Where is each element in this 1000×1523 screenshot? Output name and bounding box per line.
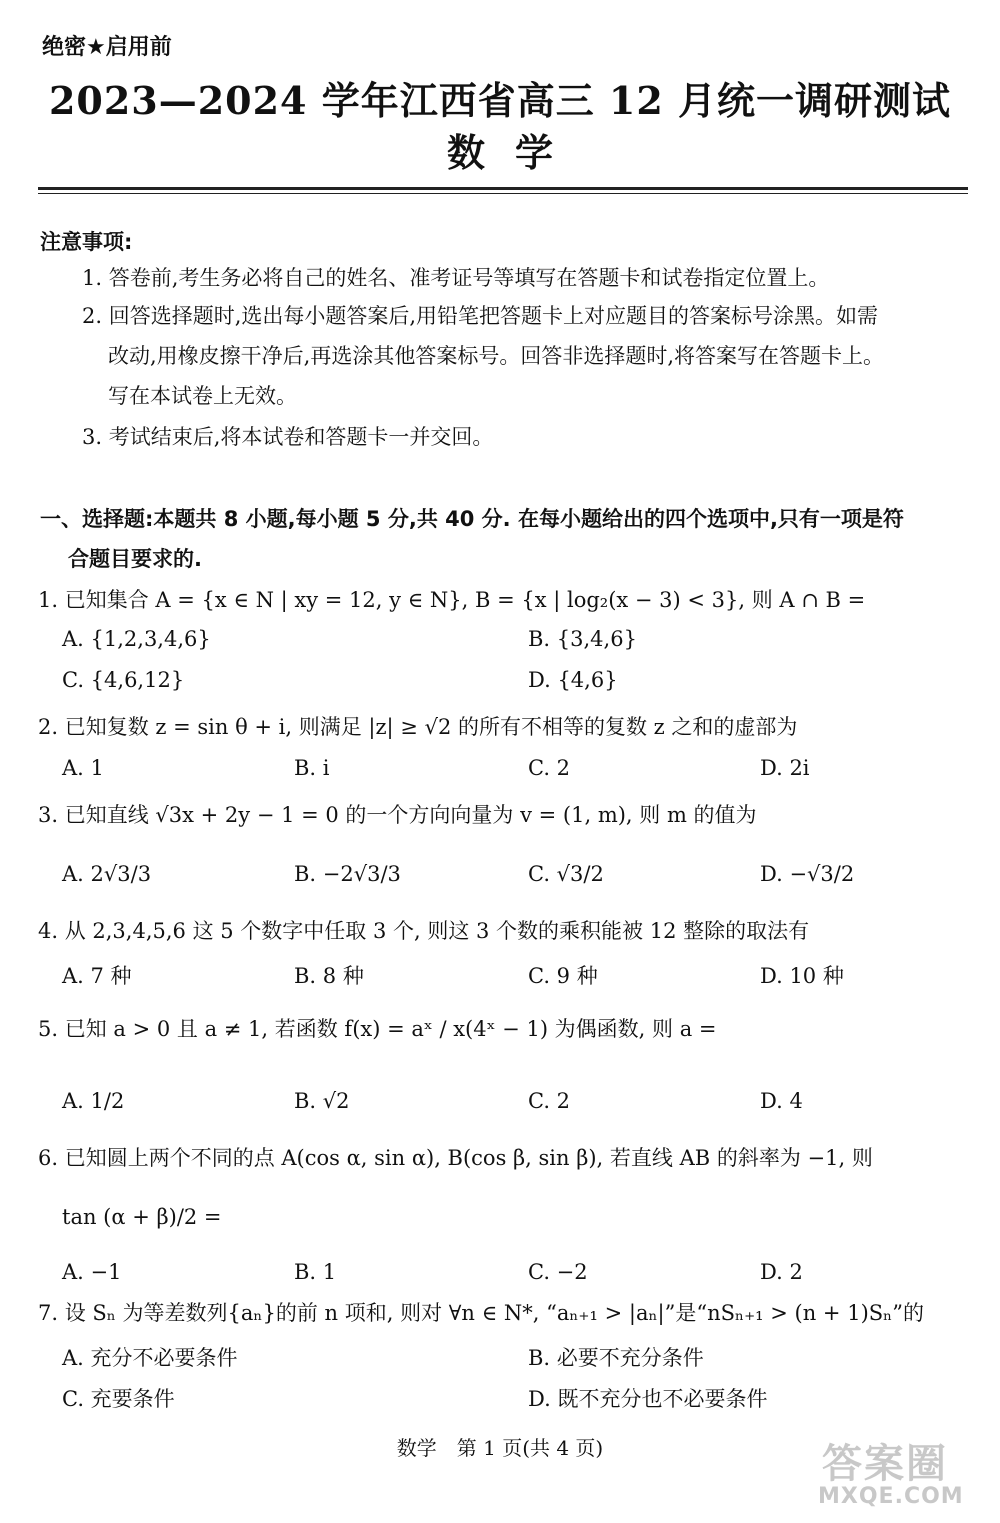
option: D. 既不充分也不必要条件 bbox=[528, 1387, 768, 1411]
question-stem: 4. 从 2,3,4,5,6 这 5 个数字中任取 3 个, 则这 3 个数的乘积能被 12 整除的取法有 bbox=[38, 919, 810, 943]
option: B. 1 bbox=[294, 1260, 337, 1284]
notice-line: 写在本试卷上无效。 bbox=[108, 384, 297, 408]
notice-line: 改动,用橡皮擦干净后,再选涂其他答案标号。回答非选择题时,将答案写在答题卡上。 bbox=[108, 344, 885, 368]
question-stem-cont: tan (α + β)/2 = bbox=[62, 1205, 222, 1229]
option: B. −2√3/3 bbox=[294, 862, 401, 886]
question-stem: 6. 已知圆上两个不同的点 A(cos α, sin α), B(cos β, sin β), 若直线 AB 的斜率为 −1, 则 bbox=[38, 1146, 873, 1170]
option: A. {1,2,3,4,6} bbox=[62, 627, 211, 651]
watermark-logo: 答案圈 bbox=[822, 1441, 948, 1487]
question-stem: 2. 已知复数 z = sin θ + i, 则满足 |z| ≥ √2 的所有不相等的复数 z 之和的虚部为 bbox=[38, 715, 798, 739]
notice-heading: 注意事项: bbox=[40, 230, 133, 254]
notice-line: 2. 回答选择题时,选出每小题答案后,用铅笔把答题卡上对应题目的答案标号涂黑。如需 bbox=[82, 304, 879, 328]
option: C. √3/2 bbox=[528, 862, 604, 886]
option: A. 1 bbox=[62, 756, 104, 780]
option: C. 2 bbox=[528, 1089, 571, 1113]
confidential-label: 绝密★启用前 bbox=[42, 35, 172, 60]
option: A. 充分不必要条件 bbox=[62, 1346, 238, 1370]
notice-line: 3. 考试结束后,将本试卷和答题卡一并交回。 bbox=[82, 425, 494, 449]
header-rule-thin bbox=[38, 193, 968, 194]
option: D. −√3/2 bbox=[760, 862, 855, 886]
option: B. 8 种 bbox=[294, 964, 364, 988]
option: C. 充要条件 bbox=[62, 1387, 175, 1411]
option: C. 9 种 bbox=[528, 964, 598, 988]
option: B. √2 bbox=[294, 1089, 350, 1113]
section-heading: 一、选择题:本题共 8 小题,每小题 5 分,共 40 分. 在每小题给出的四个选项中,只有一项是符 bbox=[40, 507, 904, 531]
option: A. 7 种 bbox=[62, 964, 132, 988]
question-stem: 3. 已知直线 √3x + 2y − 1 = 0 的一个方向向量为 v = (1, m), 则 m 的值为 bbox=[38, 803, 757, 827]
option: D. 4 bbox=[760, 1089, 803, 1113]
option: A. 2√3/3 bbox=[62, 862, 152, 886]
option: D. 10 种 bbox=[760, 964, 844, 988]
option: C. {4,6,12} bbox=[62, 668, 185, 692]
option: D. {4,6} bbox=[528, 668, 618, 692]
option: B. 必要不充分条件 bbox=[528, 1346, 704, 1370]
watermark bbox=[812, 1432, 982, 1512]
option: A. 1/2 bbox=[62, 1089, 125, 1113]
section-heading-cont: 合题目要求的. bbox=[68, 547, 202, 571]
exam-title: 2023—2024 学年江西省高三 12 月统一调研测试 bbox=[48, 78, 952, 123]
option: A. −1 bbox=[62, 1260, 122, 1284]
notice-line: 1. 答卷前,考生务必将自己的姓名、准考证号等填写在答题卡和试卷指定位置上。 bbox=[82, 266, 830, 290]
option: B. i bbox=[294, 756, 330, 780]
page-footer: 数学 第 1 页(共 4 页) bbox=[396, 1436, 604, 1460]
watermark-site: MXQE.COM bbox=[818, 1484, 964, 1509]
option: C. 2 bbox=[528, 756, 571, 780]
question-stem: 5. 已知 a > 0 且 a ≠ 1, 若函数 f(x) = aˣ / x(4ˣ − 1) 为偶函数, 则 a = bbox=[38, 1017, 717, 1041]
subject-title: 数学 bbox=[446, 130, 583, 175]
option: C. −2 bbox=[528, 1260, 588, 1284]
header-rule bbox=[38, 187, 968, 190]
option: D. 2i bbox=[760, 756, 810, 780]
option: D. 2 bbox=[760, 1260, 803, 1284]
question-stem: 1. 已知集合 A = {x ∈ N | xy = 12, y ∈ N}, B = {x | log₂(x − 3) < 3}, 则 A ∩ B = bbox=[38, 588, 866, 612]
question-stem: 7. 设 Sₙ 为等差数列{aₙ}的前 n 项和, 则对 ∀n ∈ N*, “aₙ₊₁ > |aₙ|”是“nSₙ₊₁ > (n + 1)Sₙ”的 bbox=[38, 1301, 924, 1325]
option: B. {3,4,6} bbox=[528, 627, 637, 651]
